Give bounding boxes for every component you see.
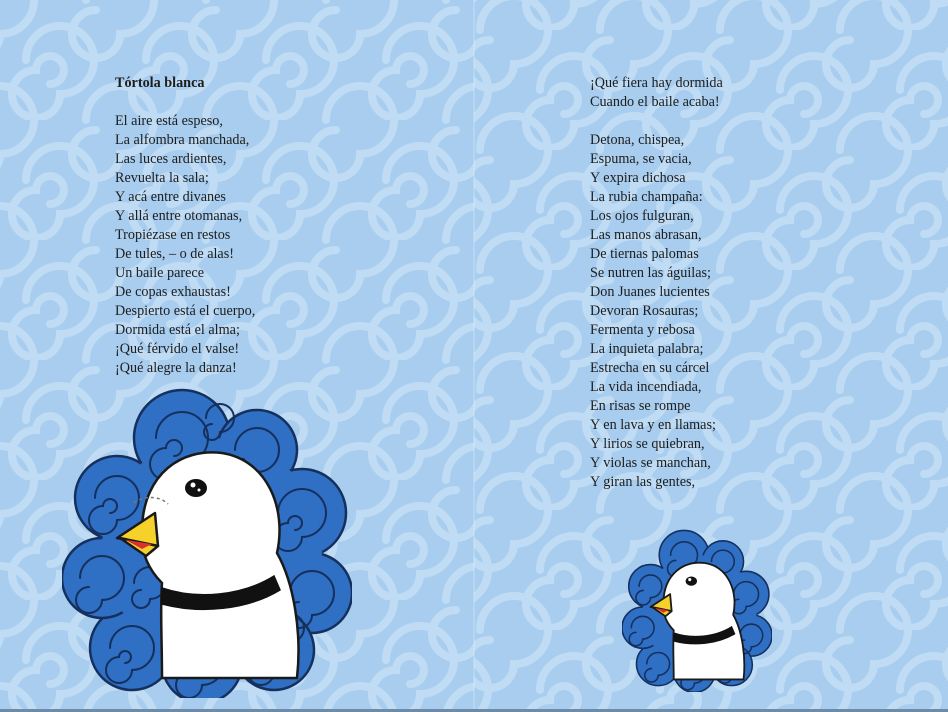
- poem-line: Despierto está el cuerpo,: [115, 303, 256, 319]
- poem-line: Y allá entre otomanas,: [115, 208, 243, 224]
- right-page: [474, 0, 948, 712]
- poem-line: La alfombra manchada,: [115, 132, 250, 148]
- poem-line: Tropiézase en restos: [115, 227, 231, 243]
- poem-line: Revuelta la sala;: [115, 170, 209, 186]
- poem-line: La vida incendiada,: [590, 379, 702, 395]
- poem-line: Don Juanes lucientes: [590, 284, 710, 300]
- poem-right-column: [590, 74, 723, 492]
- poem-line: Las luces ardientes,: [115, 151, 227, 167]
- poem-left-column: [115, 74, 255, 378]
- poem-line: Y acá entre divanes: [115, 189, 226, 205]
- poem-line: Se nutren las águilas;: [590, 265, 711, 281]
- poem-line: Los ojos fulguran,: [590, 208, 694, 224]
- poem-title: Tórtola blanca: [115, 75, 205, 91]
- poem-line: Fermenta y rebosa: [590, 322, 695, 338]
- poem-line: ¡Qué fiera hay dormida: [590, 75, 723, 91]
- poem-line: Cuando el baile acaba!: [590, 94, 720, 110]
- dove-illustration-small: [622, 522, 772, 692]
- poem-line: Un baile parece: [115, 265, 205, 281]
- poem-line: ¡Qué férvido el valse!: [115, 341, 240, 357]
- stanza-break: [590, 112, 723, 131]
- book-gutter: [473, 0, 475, 712]
- poem-line: La inquieta palabra;: [590, 341, 704, 357]
- poem-line: Y violas se manchan,: [590, 455, 711, 471]
- poem-line: De tules, – o de alas!: [115, 246, 234, 262]
- dove-illustration-large: [62, 378, 352, 698]
- poem-line: La rubia champaña:: [590, 189, 703, 205]
- poem-line: Y expira dichosa: [590, 170, 686, 186]
- poem-line: El aire está espeso,: [115, 113, 223, 129]
- poem-line: Dormida está el alma;: [115, 322, 240, 338]
- poem-line: Estrecha en su cárcel: [590, 360, 710, 376]
- poem-line: Y giran las gentes,: [590, 474, 696, 490]
- poem-line: Las manos abrasan,: [590, 227, 702, 243]
- poem-line: De tiernas palomas: [590, 246, 699, 262]
- poem-line: Espuma, se vacia,: [590, 151, 692, 167]
- poem-line: De copas exhaustas!: [115, 284, 231, 300]
- poem-line: ¡Qué alegre la danza!: [115, 360, 237, 376]
- poem-line: Devoran Rosauras;: [590, 303, 699, 319]
- poem-line: Detona, chispea,: [590, 132, 685, 148]
- poem-line: Y lirios se quiebran,: [590, 436, 705, 452]
- poem-line: En risas se rompe: [590, 398, 691, 414]
- poem-line: Y en lava y en llamas;: [590, 417, 716, 433]
